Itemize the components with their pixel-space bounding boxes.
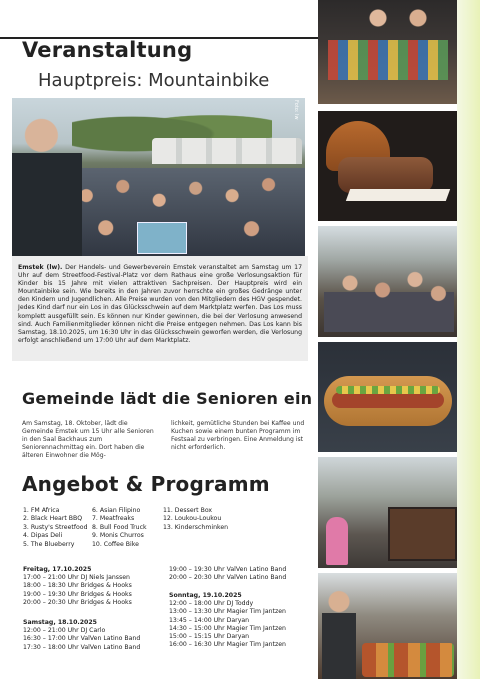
day-heading: Samstag, 18.10.2025: [23, 619, 97, 626]
schedule-saturday: [23, 619, 140, 652]
schedule-saturday-cont: [169, 566, 286, 582]
schedule-item: 14:30 – 15:00 Uhr Magier Tim Jantzen: [169, 624, 286, 632]
photo-sausage-sandwich: [318, 342, 457, 452]
vendor-item: 4. Dipas Deli: [23, 532, 63, 540]
schedule-item: 19:00 – 19:30 Uhr Bridges & Hooks: [23, 590, 132, 598]
food-cart: [388, 507, 457, 561]
sausage: [332, 392, 444, 408]
schedule-item: 16:30 – 17:00 Uhr ValVen Latino Band: [23, 635, 141, 643]
article-headline: Hauptpreis: Mountainbike: [38, 70, 270, 91]
article-lead: Emstek (lw).: [18, 264, 63, 271]
photo-festival-seating: [318, 226, 457, 337]
vendor-item: 13. Kinderschminken: [163, 523, 229, 531]
schedule-item: 13:00 – 13:30 Uhr Magier Tim Jantzen: [169, 608, 286, 616]
program-title: Angebot & Programm: [22, 472, 270, 496]
schedule-friday: [23, 566, 132, 607]
vendor-item: 12. Loukou-Loukou: [163, 515, 222, 523]
seniors-title: Gemeinde lädt die Senioren ein: [22, 389, 313, 408]
vendor-item: 6. Asian Filipino: [92, 507, 141, 514]
page-edge: [457, 0, 480, 679]
hero-photo: [12, 98, 305, 260]
day-heading: Freitag, 17.10.2025: [23, 566, 92, 573]
vendor-list-3: [163, 507, 228, 532]
photo-child-at-food-truck: [318, 457, 457, 568]
vendor-item: 8. Bull Food Truck: [92, 523, 147, 531]
vendor-item: 3. Rusty's Streetfood: [23, 523, 88, 531]
vendor-item: 5. The Blueberry: [23, 540, 75, 548]
schedule-item: 12:00 – 18:00 Uhr DJ Toddy: [169, 600, 254, 608]
schedule-sunday: [169, 592, 286, 649]
schedule-item: 20:00 – 20:30 Uhr Bridges & Hooks: [23, 598, 132, 606]
article-body: [18, 264, 302, 345]
article-text: Der Handels- und Gewerbeverein Emstek veranstaltet am Samstag um 17 Uhr auf dem Streetfood-Festival-Platz vor dem Rathaus eine große Verlosungsaktion für Kinder bis 15 Jahre mit vielen attraktiven Sachpreisen. Der Hauptpreis wird ein Mountainbike sein. Wie bereits in den Jahren zuvor herrschte ein großes Gedränge unter den Kindern und Jugendlichen. Alle Preise wurden von den Mitgliedern des HGV gespendet. Jedes Kind darf nur ein Los in das Glücksschwein auf dem Marktplatz werfen. Das Los muss komplett ausgefüllt sein. Es können nur Kinder gewinnen, die bei der Verlosung anwesend sind. Auch Familienmitglieder können nicht die Preise entgegen nehmen. Das Los kann bis Samstag, 18.10.2025, um 16:30 Uhr in das Glücksschwein geworfen werden, die Verlosung erfolgt anschließend um 17:00 Uhr auf dem Marktplatz.: [18, 264, 303, 344]
vendor-item: 9. Monis Churros: [92, 532, 144, 540]
schedule-item: 12:00 – 21:00 Uhr DJ Carlo: [23, 627, 106, 635]
vendor-list-2: [92, 507, 147, 549]
pulled-pork: [338, 157, 433, 193]
people: [348, 2, 448, 42]
schedule-item: 19:00 – 19:30 Uhr ValVen Latino Band: [169, 566, 287, 573]
day-heading: Sonntag, 19.10.2025: [169, 592, 242, 599]
speaker: [12, 108, 82, 260]
section-title: Veranstaltung: [22, 38, 193, 62]
prize-sign: [137, 222, 187, 254]
vendor-item: 10. Coffee Bike: [92, 540, 139, 548]
market-tents: [152, 138, 302, 164]
vendor-item: 11. Dessert Box: [163, 507, 213, 514]
schedule-item: 15:00 – 15:15 Uhr Daryan: [169, 633, 250, 641]
vendor-item: 7. Meatfreaks: [92, 515, 135, 523]
seniors-col1: Am Samstag, 18. Oktober, lädt die Gemeinde Emstek um 15 Uhr alle Senioren in den Saal Backhaus zum Seniorennachmittag ein. Dort haben die älteren Einwohner die Mög-: [22, 420, 154, 460]
toppings: [336, 386, 440, 394]
photo-credit: Foto: lw: [293, 100, 299, 120]
schedule-item: 17:00 – 21:00 Uhr DJ Niels Janssen: [23, 574, 130, 582]
photo-grill-vendor: [318, 573, 457, 679]
schedule-item: 16:00 – 16:30 Uhr Magier Tim Jantzen: [169, 641, 286, 649]
grilled-food: [362, 643, 454, 677]
vendor: [322, 589, 356, 679]
vendor-item: 1. FM Africa: [23, 507, 60, 514]
schedule-item: 13:45 – 14:00 Uhr Daryan: [169, 616, 250, 624]
schedule-item: 18:00 – 18:30 Uhr Bridges & Hooks: [23, 582, 132, 590]
vendor-list-1: [23, 507, 88, 549]
photo-pulled-pork-burger: [318, 111, 457, 221]
vendor-item: 2. Black Heart BBQ: [23, 515, 83, 523]
schedule-item: 20:00 – 20:30 Uhr ValVen Latino Band: [169, 574, 287, 582]
people: [324, 262, 454, 332]
stall-goods: [328, 40, 448, 80]
child: [326, 517, 348, 565]
photo-market-stall: [318, 0, 457, 104]
seniors-col2: lichkeit, gemütliche Stunden bei Kaffee und Kuchen sowie einem bunten Programm im Festsaal zu verbringen. Eine Anmeldung ist nicht erforderlich.: [171, 420, 305, 452]
plate: [346, 189, 450, 201]
schedule-item: 17:30 – 18:00 Uhr ValVen Latino Band: [23, 643, 141, 651]
